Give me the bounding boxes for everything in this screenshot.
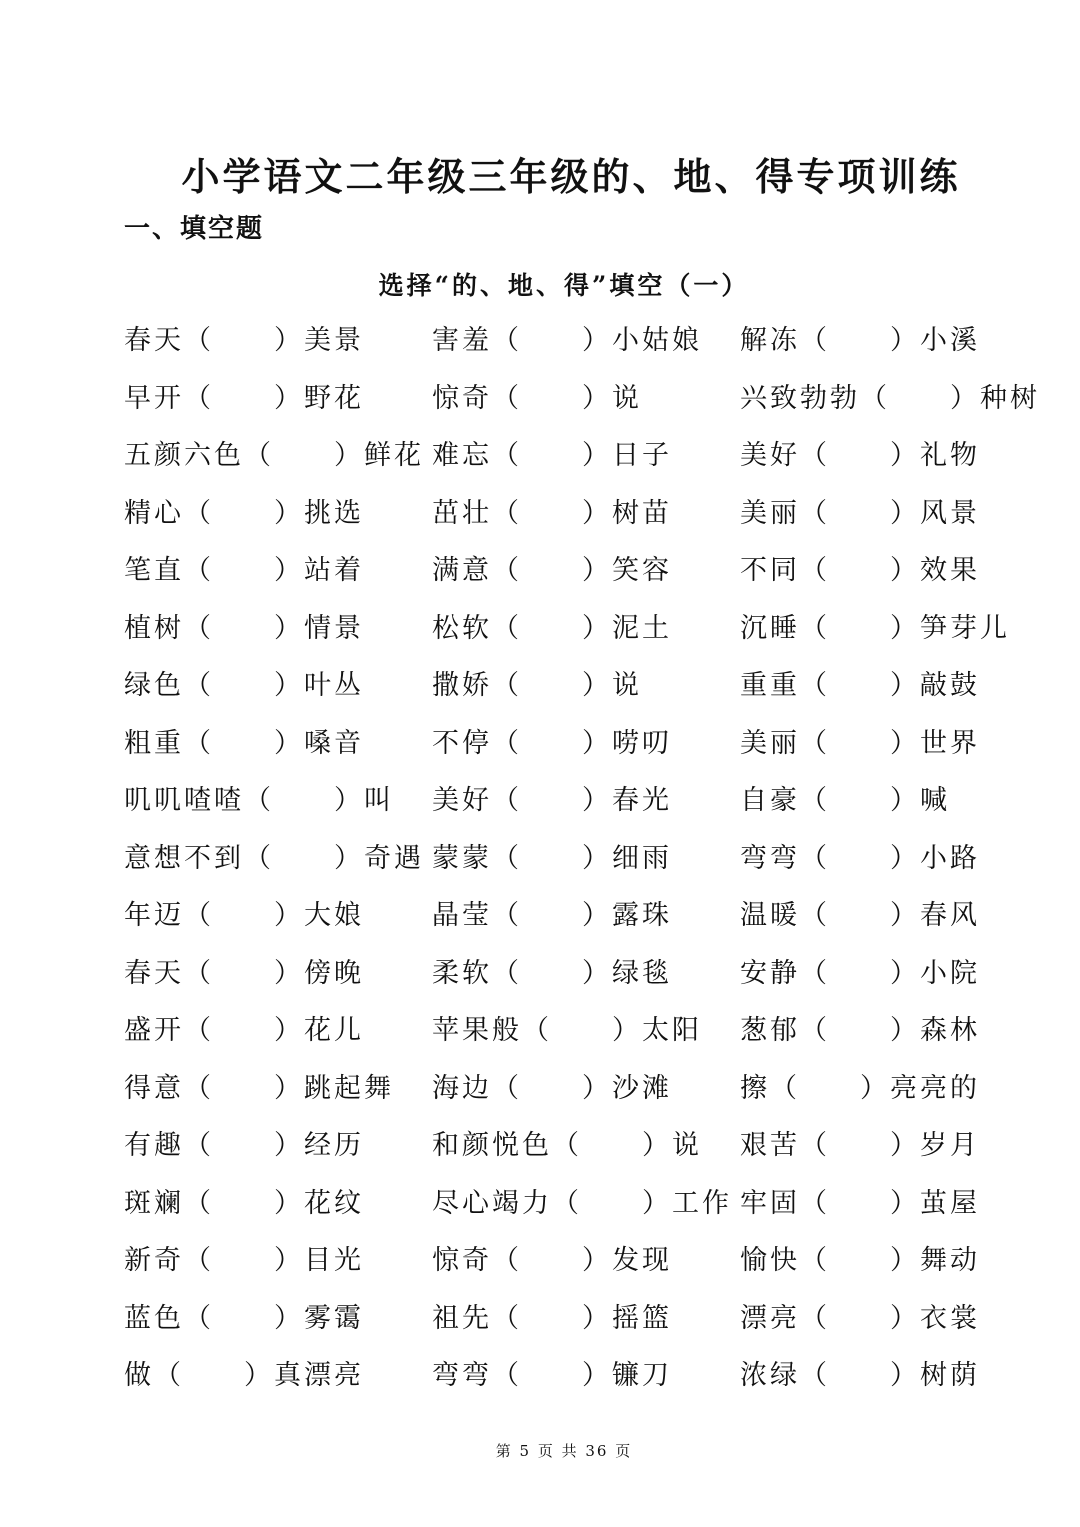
fill-blank-item: 不同（ ）效果 (740, 555, 980, 586)
fill-blank-item: 蓝色（ ）雾霭 (124, 1302, 364, 1334)
page-number: 第 5 页 共 36 页 (495, 1442, 633, 1460)
fill-blank-item: 葱郁（ ）森林 (740, 1015, 980, 1046)
fill-blank-item: 安静（ ）小院 (740, 957, 980, 989)
fill-blank-item: 粗重（ ）嗓音 (124, 727, 364, 759)
fill-blank-item: 祖先（ ）摇篮 (432, 1302, 672, 1334)
fill-blank-item: 笔直（ ）站着 (124, 555, 364, 586)
fill-blank-item: 重重（ ）敲鼓 (740, 670, 980, 701)
exercise-row (124, 1357, 1024, 1415)
fill-blank-item: 五颜六色（ ）鲜花 (124, 440, 424, 471)
exercise-row (124, 437, 1024, 495)
fill-blank-item: 擦（ ）亮亮的 (740, 1072, 980, 1104)
exercise-row (124, 782, 1024, 840)
fill-blank-item: 得意（ ）跳起舞 (124, 1072, 394, 1104)
fill-blank-item: 不停（ ）唠叨 (432, 727, 672, 759)
fill-blank-item: 早开（ ）野花 (124, 382, 364, 414)
exercise-row (124, 725, 1024, 783)
fill-blank-item: 茁壮（ ）树苗 (432, 497, 672, 529)
exercise-row (124, 495, 1024, 553)
fill-blank-item: 海边（ ）沙滩 (432, 1072, 672, 1104)
exercise-row (124, 610, 1024, 668)
exercise-row (124, 1070, 1024, 1128)
fill-blank-item: 兴致勃勃（ ）种树 (740, 382, 1040, 414)
exercise-grid (124, 322, 1040, 1415)
fill-blank-item: 害羞（ ）小姑娘 (432, 325, 702, 356)
fill-blank-item: 艰苦（ ）岁月 (740, 1130, 980, 1161)
fill-blank-item: 满意（ ）笑容 (432, 555, 672, 586)
fill-blank-item: 盛开（ ）花儿 (124, 1015, 364, 1046)
fill-blank-item: 意想不到（ ）奇遇 (124, 842, 424, 874)
fill-blank-item: 晶莹（ ）露珠 (432, 900, 672, 931)
exercise-row (124, 1127, 1024, 1185)
fill-blank-item: 美好（ ）礼物 (740, 440, 980, 471)
fill-blank-item: 新奇（ ）目光 (124, 1245, 364, 1276)
fill-blank-item: 春天（ ）美景 (124, 325, 364, 356)
fill-blank-item: 斑斓（ ）花纹 (124, 1187, 364, 1219)
exercise-row (124, 1300, 1024, 1358)
section-heading: 一、填空题 (124, 214, 265, 244)
fill-blank-item: 美丽（ ）风景 (740, 497, 980, 529)
fill-blank-item: 绿色（ ）叶丛 (124, 670, 364, 701)
fill-blank-item: 美丽（ ）世界 (740, 727, 980, 759)
fill-blank-item: 浓绿（ ）树荫 (740, 1360, 980, 1391)
fill-blank-item: 柔软（ ）绿毯 (432, 957, 672, 989)
fill-blank-item: 惊奇（ ）说 (432, 382, 642, 414)
fill-blank-item: 春天（ ）傍晚 (124, 957, 364, 989)
exercise-row (124, 1242, 1024, 1300)
fill-blank-item: 年迈（ ）大娘 (124, 900, 364, 931)
fill-blank-item: 自豪（ ）喊 (740, 785, 950, 816)
fill-blank-item: 牢固（ ）茧屋 (740, 1187, 980, 1219)
fill-blank-item: 温暖（ ）春风 (740, 900, 980, 931)
fill-blank-item: 漂亮（ ）衣裳 (740, 1302, 980, 1334)
fill-blank-item: 苹果般（ ）太阳 (432, 1015, 702, 1046)
exercise-row (124, 552, 1024, 610)
fill-blank-item: 蒙蒙（ ）细雨 (432, 842, 672, 874)
fill-blank-item: 叽叽喳喳（ ）叫 (124, 785, 394, 816)
fill-blank-item: 美好（ ）春光 (432, 785, 672, 816)
exercise-row (124, 667, 1024, 725)
exercise-row (124, 955, 1024, 1013)
exercise-row (124, 322, 1024, 380)
fill-blank-item: 惊奇（ ）发现 (432, 1245, 672, 1276)
fill-blank-item: 和颜悦色（ ）说 (432, 1130, 702, 1161)
exercise-row (124, 1012, 1024, 1070)
fill-blank-item: 弯弯（ ）镰刀 (432, 1360, 672, 1391)
fill-blank-item: 松软（ ）泥土 (432, 612, 672, 644)
fill-blank-item: 沉睡（ ）笋芽儿 (740, 612, 1010, 644)
fill-blank-item: 有趣（ ）经历 (124, 1130, 364, 1161)
fill-blank-item: 弯弯（ ）小路 (740, 842, 980, 874)
exercise-row (124, 897, 1024, 955)
fill-blank-item: 尽心竭力（ ）工作 (432, 1187, 732, 1219)
fill-blank-item: 撒娇（ ）说 (432, 670, 642, 701)
page-title: 小学语文二年级三年级的、地、得专项训练 (181, 154, 961, 199)
exercise-row (124, 840, 1024, 898)
exercise-row (124, 1185, 1024, 1243)
fill-blank-item: 做（ ）真漂亮 (124, 1360, 364, 1391)
exercise-title: 选择“的、地、得”填空（一） (378, 271, 750, 300)
fill-blank-item: 难忘（ ）日子 (432, 440, 672, 471)
fill-blank-item: 植树（ ）情景 (124, 612, 364, 644)
fill-blank-item: 愉快（ ）舞动 (740, 1245, 980, 1276)
fill-blank-item: 解冻（ ）小溪 (740, 325, 980, 356)
fill-blank-item: 精心（ ）挑选 (124, 497, 364, 529)
exercise-row (124, 380, 1040, 438)
